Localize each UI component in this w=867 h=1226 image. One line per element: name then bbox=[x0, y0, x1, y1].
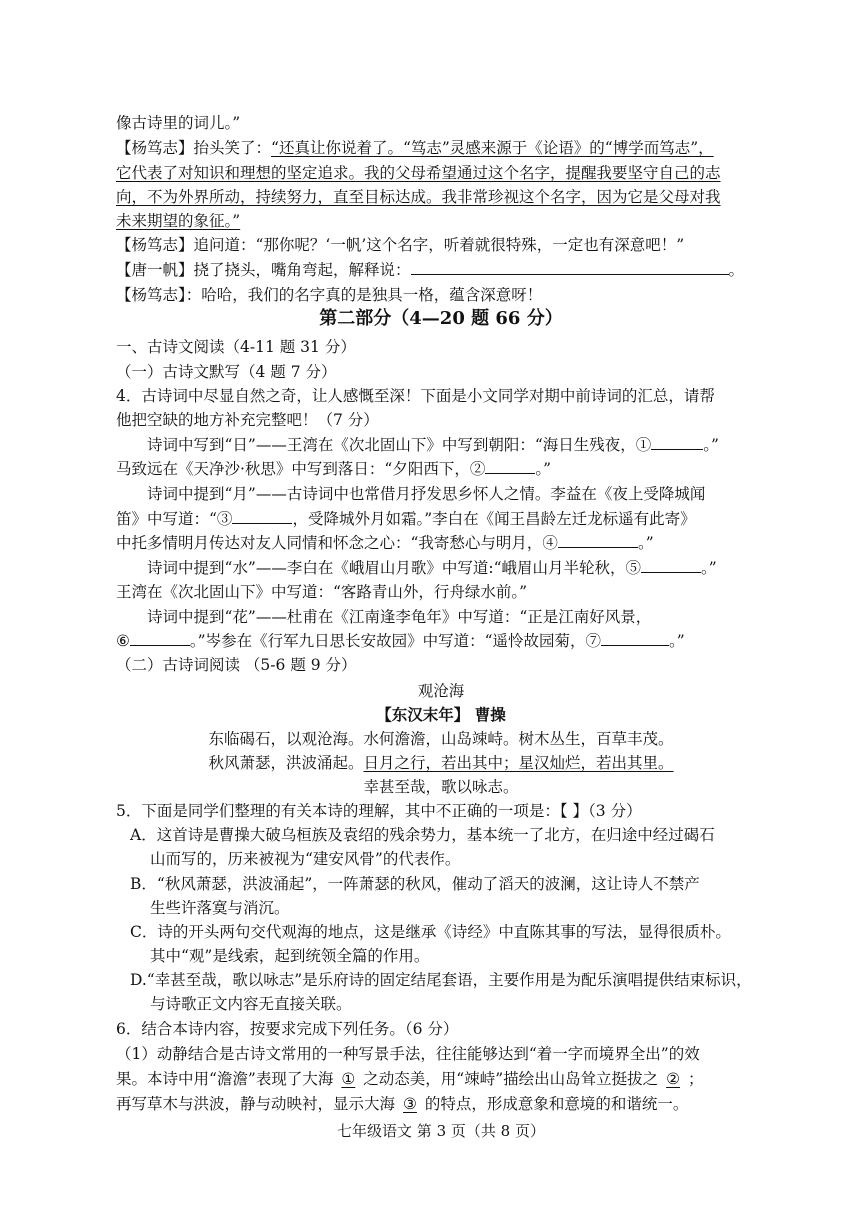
answer-blank[interactable]: ① bbox=[341, 1070, 356, 1088]
question-4: 他把空缺的地方补充完整吧！（7 分） bbox=[116, 411, 379, 429]
question-4: 中托多情明月传达对友人同情和怀念之心：“我寄愁心与明月，④ 。” bbox=[116, 534, 654, 552]
dialogue-line: 像古诗里的词儿。” bbox=[116, 114, 241, 132]
question-4: 诗词中提到“水”——李白在《峨眉山月歌》中写道:“峨眉山月半轮秋，⑤ 。” bbox=[147, 559, 717, 577]
dialogue-line: 向，不为外界所动，持续努力，直至目标达成。我非常珍视这个名字，因为它是父母对我 bbox=[116, 188, 721, 206]
section-heading: （一）古诗文默写（4 题 7 分） bbox=[116, 363, 337, 381]
poem-line: 东临碣石，以观沧海。水何澹澹，山岛竦峙。树木丛生，百草丰茂。 bbox=[208, 730, 674, 748]
question-4: 4．古诗词中尽显自然之奇，让人感慨至深！下面是小文同学对期中前诗词的汇总，请帮 bbox=[116, 387, 715, 405]
poem-author: 【东汉末年】 曹操 bbox=[376, 705, 506, 724]
section-heading: （二）古诗词阅读 （5-6 题 9 分） bbox=[116, 656, 357, 674]
answer-blank[interactable] bbox=[641, 558, 701, 573]
option-a: 山而写的，历来被视为“建安风骨”的代表作。 bbox=[150, 850, 461, 868]
answer-blank[interactable] bbox=[411, 260, 729, 275]
option-b: 生些许落寞与消沉。 bbox=[150, 899, 290, 917]
option-c[interactable]: C．诗的开头两句交代观海的地点，这是继承《诗经》中直陈其事的写法，显得很质朴。 bbox=[130, 923, 731, 941]
question-4: 笛》中写道：“③ ，受降城外月如霜。”李白在《闻王昌龄左迁龙标遥有此寄》 bbox=[116, 510, 696, 528]
question-6: 果。本诗中用“澹澹”表现了大海 ① 之动态美，用“竦峙”描绘出山岛耸立挺拔之 ② ； bbox=[116, 1070, 704, 1088]
poem-line: 秋风萧瑟，洪波涌起。日月之行，若出其中；星汉灿烂，若出其里。 bbox=[208, 754, 674, 772]
question-6: （1）动静结合是古诗文常用的一种写景手法，往往能够达到“着一字而境界全出”的效 bbox=[116, 1045, 700, 1063]
question-4: 马致远在《天净沙·秋思》中写到落日：“夕阳西下，② 。” bbox=[116, 460, 552, 478]
answer-blank[interactable]: ③ bbox=[403, 1095, 417, 1113]
dialogue-line: 【杨笃志】追问道：“那你呢？‘一帆’这个名字，听着就很特殊，一定也有深意吧！” bbox=[116, 236, 685, 254]
dialogue-line: 【杨笃志】抬头笑了：“还真让你说着了。“笃志”灵感来源于《论语》的“博学而笃志”， bbox=[116, 139, 714, 157]
option-d[interactable]: D.“幸甚至哉，歌以咏志”是乐府诗的固定结尾套语，主要作用是为配乐演唱提供结束标识， bbox=[130, 971, 752, 989]
question-5-stem: 5．下面是同学们整理的有关本诗的理解，其中不正确的一项是：【 】（3 分） bbox=[116, 802, 642, 820]
poem-title: 观沧海 bbox=[417, 682, 465, 700]
answer-blank[interactable] bbox=[232, 509, 292, 524]
question-4: 诗词中写到“日”——王湾在《次北固山下》中写到朝阳：“海日生残夜，① 。” bbox=[147, 436, 719, 454]
question-6: 再写草木与洪波，静与动映衬，显示大海 ③ 的特点，形成意象和意境的和谐统一。 bbox=[116, 1095, 689, 1113]
dialogue-line: 它代表了对知识和理想的坚定追求。我的父母希望通过这个名字，提醒我要坚守自己的志 bbox=[116, 164, 721, 182]
option-a[interactable]: A．这首诗是曹操大破乌桓族及袁绍的残余势力，基本统一了北方，在归途中经过碣石 bbox=[130, 826, 715, 844]
question-4: ⑥ 。”岑参在《行军九日思长安故园》中写道：“遥怜故园菊，⑦ 。” bbox=[116, 632, 685, 650]
option-c: 其中“观”是线索，起到统领全篇的作用。 bbox=[150, 947, 430, 965]
dialogue-line: 未来期望的象征。” bbox=[116, 212, 241, 230]
answer-blank[interactable] bbox=[651, 435, 703, 450]
page-footer: 七年级语文 第 3 页（共 8 页） bbox=[337, 1122, 545, 1140]
poem-line: 幸甚至哉，歌以咏志。 bbox=[363, 778, 519, 796]
question-6-stem: 6．结合本诗内容，按要求完成下列任务。（6 分） bbox=[116, 1020, 459, 1038]
question-4: 诗词中提到“月”——古诗词中也常借月抒发思乡怀人之情。李益在《夜上受降城闻 bbox=[147, 485, 706, 503]
option-d: 与诗歌正文内容无直接关联。 bbox=[150, 995, 352, 1013]
answer-blank[interactable] bbox=[558, 533, 638, 548]
answer-blank[interactable] bbox=[485, 459, 535, 474]
option-b[interactable]: B．“秋风萧瑟，洪波涌起”，一阵萧瑟的秋风，催动了滔天的波澜，这让诗人不禁产 bbox=[130, 875, 700, 893]
answer-blank[interactable] bbox=[601, 631, 669, 646]
question-4: 诗词中提到“花”——杜甫在《江南逢李龟年》中写道：“正是江南好风景， bbox=[147, 608, 652, 626]
dialogue-line: 【杨笃志】：哈哈，我们的名字真的是独具一格，蕴含深意呀！ bbox=[116, 286, 543, 304]
answer-blank[interactable] bbox=[130, 631, 190, 646]
question-4: 王湾在《次北固山下》中写道：“客路青山外，行舟绿水前。” bbox=[116, 583, 528, 601]
dialogue-line: 【唐一帆】挠了挠头，嘴角弯起，解释说： 。 bbox=[116, 261, 745, 279]
section-heading: 一、古诗文阅读（4-11 题 31 分） bbox=[116, 338, 356, 356]
answer-blank[interactable]: ② bbox=[666, 1070, 681, 1088]
part-title: 第二部分（4—20 题 66 分） bbox=[319, 308, 563, 329]
